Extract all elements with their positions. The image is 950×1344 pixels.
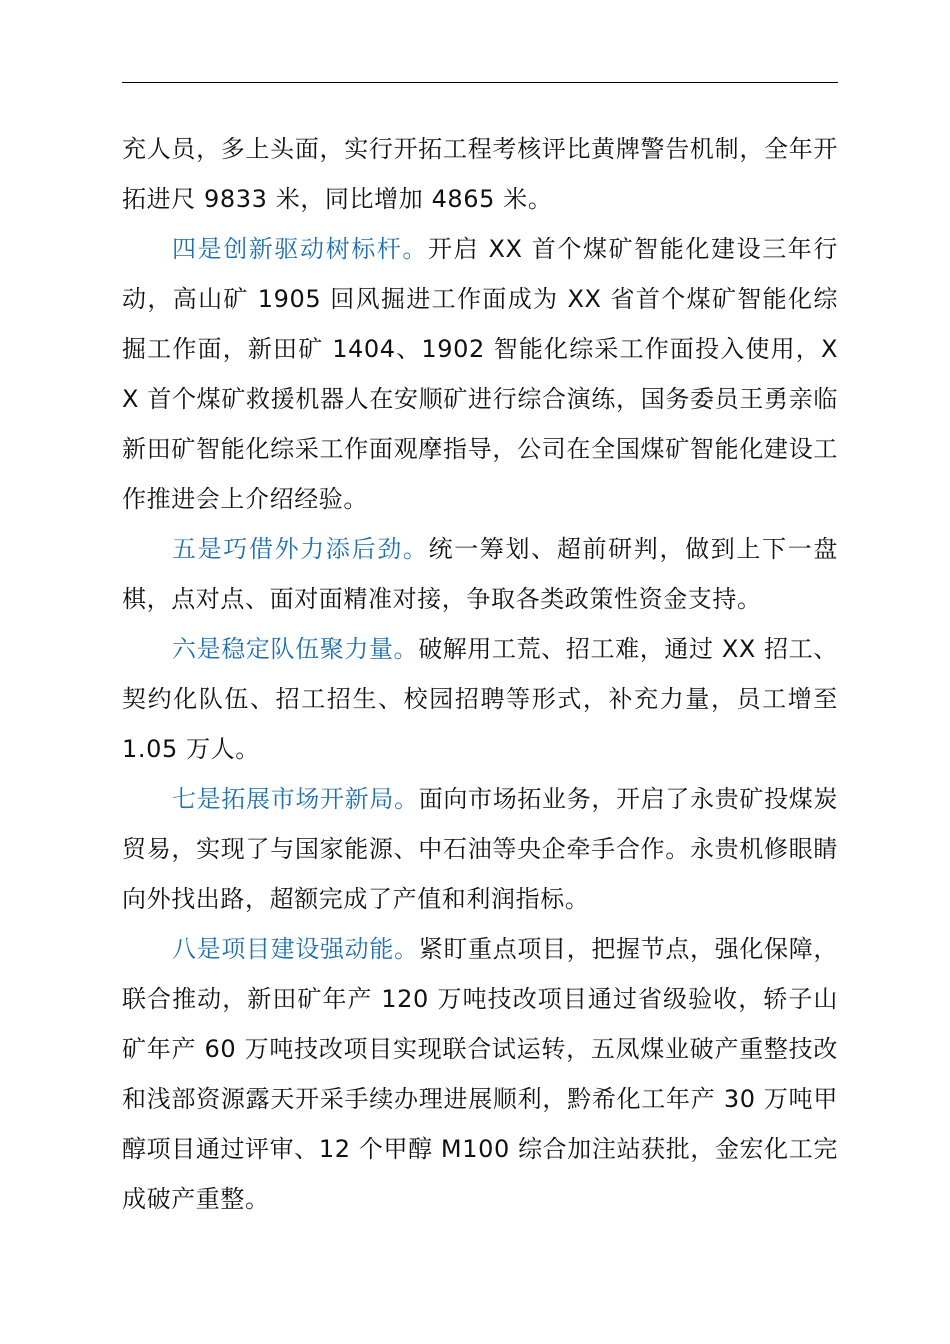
- paragraph-workforce: [122, 624, 838, 774]
- header-rule: [122, 82, 838, 83]
- document-body: [122, 124, 838, 1224]
- paragraph-lead: 五是巧借外力添后劲。: [172, 535, 429, 563]
- paragraph-market: [122, 774, 838, 924]
- paragraph-innovation: [122, 224, 838, 524]
- paragraph-text: 紧盯重点项目，把握节点，强化保障，联合推动，新田矿年产 120 万吨技改项目通过省级验收，轿子山矿年产 60 万吨技改项目实现联合试运转，五凤煤业破产重整技改和浅部资源露天开采手续办理进展顺利，黔希化工年产 30 万吨甲醇项目通过评审、12 个甲醇 M100 综合加注站获批，金宏化工完成破产重整。: [122, 935, 839, 1213]
- paragraph-continuation: [122, 124, 838, 224]
- paragraph-text: 统一筹划、超前研判，做到上下一盘棋，点对点、面对面精准对接，争取各类政策性资金支持。: [122, 535, 838, 613]
- paragraph-text: 面向市场拓业务，开启了永贵矿投煤炭贸易，实现了与国家能源、中石油等央企牵手合作。永贵机修眼睛向外找出路，超额完成了产值和利润指标。: [122, 785, 839, 913]
- paragraph-external-support: [122, 524, 838, 624]
- paragraph-text: 充人员，多上头面，实行开拓工程考核评比黄牌警告机制，全年开拓进尺 9833 米，同比增加 4865 米。: [122, 135, 838, 213]
- paragraph-lead: 四是创新驱动树标杆。: [172, 235, 429, 263]
- paragraph-lead: 八是项目建设强动能。: [172, 935, 419, 963]
- paragraph-text: 开启 XX 首个煤矿智能化建设三年行动，高山矿 1905 回风掘进工作面成为 XX 省首个煤矿智能化综掘工作面，新田矿 1404、1902 智能化综采工作面投入使用，XX 首个煤矿救援机器人在安顺矿进行综合演练，国务委员王勇亲临新田矿智能化综采工作面观摩指导，公司在全国煤矿智能化建设工作推进会上介绍经验。: [122, 235, 838, 513]
- paragraph-text: 破解用工荒、招工难，通过 XX 招工、契约化队伍、招工招生、校园招聘等形式，补充力量，员工增至 1.05 万人。: [122, 635, 839, 763]
- paragraph-projects: [122, 924, 838, 1224]
- paragraph-lead: 七是拓展市场开新局。: [172, 785, 419, 813]
- paragraph-lead: 六是稳定队伍聚力量。: [172, 635, 419, 663]
